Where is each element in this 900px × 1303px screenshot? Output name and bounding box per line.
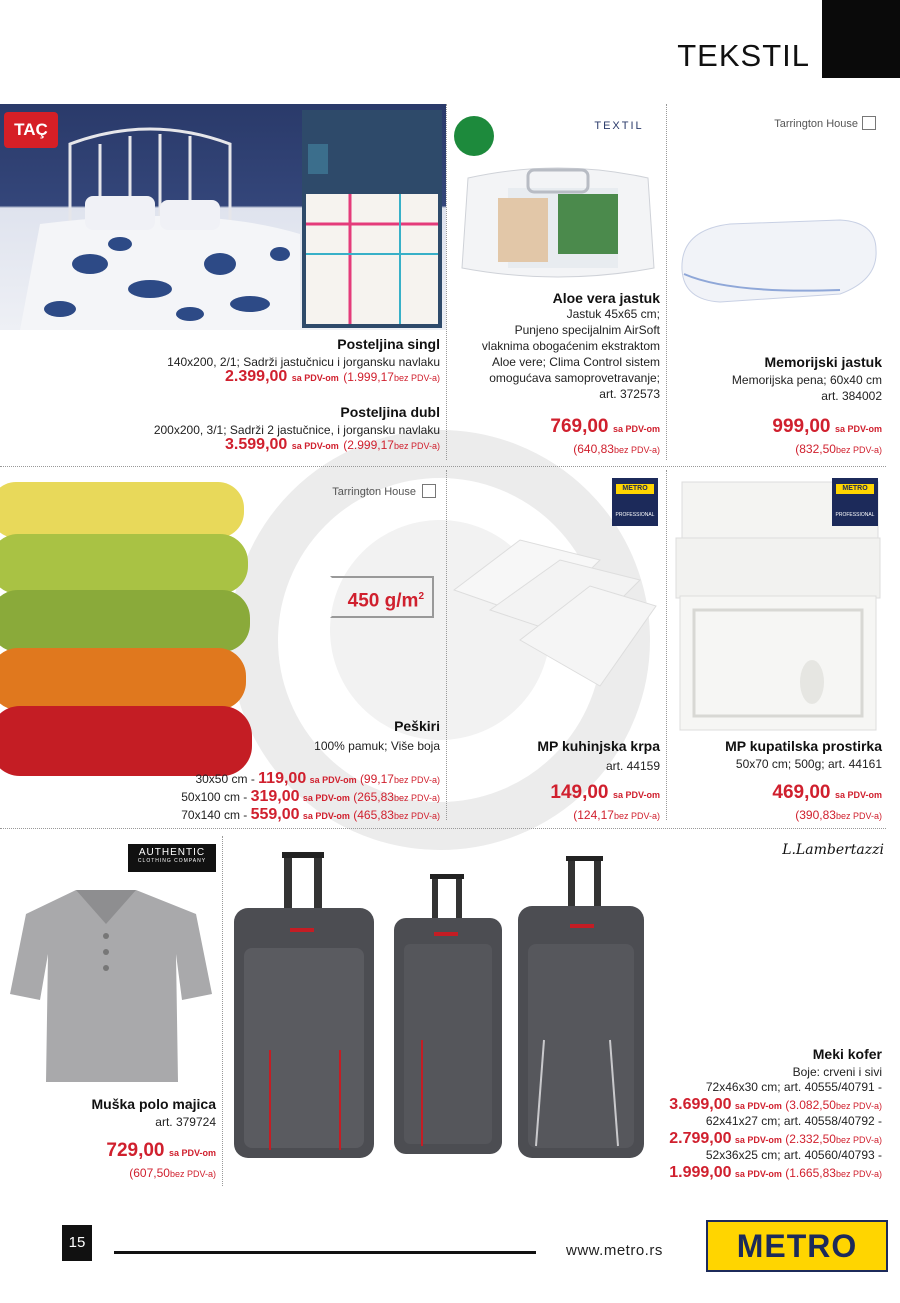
product-desc: 200x200, 3/1; Sadrži 2 jastučnice, i jorgansku navlaku <box>153 423 440 437</box>
product-name: Posteljina dubl <box>340 404 440 420</box>
tac-logo: TAÇ <box>4 112 58 148</box>
product-price: 999,00 sa PDV-om <box>772 416 882 437</box>
metro-professional-badge: METRO PROFESSIONAL <box>832 478 878 526</box>
product-price-net: (607,50bez PDV-a) <box>129 1166 216 1180</box>
product-desc: Boje: crveni i sivi <box>792 1065 882 1079</box>
product-desc: Memorijska pena; 60x40 cm art. 384002 <box>731 373 882 403</box>
authentic-logo: AUTHENTIC CLOTHING COMPANY <box>128 844 216 872</box>
product-name: Memorijski jastuk <box>764 354 882 370</box>
product-desc: art. 379724 <box>155 1115 216 1129</box>
product-name: Peškiri <box>394 718 440 734</box>
product-price: 2.399,00 sa PDV-om (1.999,17bez PDV-a) <box>225 368 440 385</box>
towel-price-row: 50x100 cm - 319,00 sa PDV-om (265,83bez PDV-a) <box>181 788 440 805</box>
product-price: 729,00 sa PDV-om <box>106 1140 216 1161</box>
towel-price-row: 30x50 cm - 119,00 sa PDV-om (99,17bez PDV-a) <box>195 770 440 787</box>
house-icon <box>422 484 436 498</box>
product-desc: 50x70 cm; 500g; art. 44161 <box>735 757 882 771</box>
house-icon <box>862 116 876 130</box>
suitcase-price: 2.799,00 sa PDV-om (2.332,50bez PDV-a) <box>669 1130 882 1147</box>
header-black-tab <box>822 0 900 78</box>
towel-price-row: 70x140 cm - 559,00 sa PDV-om (465,83bez PDV-a) <box>181 806 440 823</box>
metro-logo: METRO <box>706 1220 888 1272</box>
memory-pillow-image <box>670 210 884 310</box>
divider <box>0 828 886 829</box>
aloe-badge-icon <box>454 116 494 156</box>
divider <box>446 104 447 460</box>
product-name: Posteljina singl <box>337 336 440 352</box>
product-desc: 100% pamuk; Više boja <box>314 739 440 753</box>
divider <box>666 470 667 820</box>
suitcase-price: 3.699,00 sa PDV-om (3.082,50bez PDV-a) <box>669 1096 882 1113</box>
metro-professional-badge: METRO PROFESSIONAL <box>612 478 658 526</box>
polo-shirt-image <box>6 884 216 1084</box>
product-name: MP kupatilska prostirka <box>725 738 882 754</box>
product-price-net: (640,83bez PDV-a) <box>573 442 660 456</box>
footer-url[interactable]: www.metro.rs <box>566 1242 663 1259</box>
page-number: 15 <box>62 1225 92 1261</box>
product-name: Muška polo majica <box>91 1096 216 1112</box>
aloe-pillow-image <box>458 158 658 288</box>
product-price: 769,00 sa PDV-om <box>550 416 660 437</box>
divider <box>446 470 447 820</box>
suitcase-price: 1.999,00 sa PDV-om (1.665,83bez PDV-a) <box>669 1164 882 1181</box>
divider <box>666 104 667 460</box>
product-price: 149,00 sa PDV-om <box>550 782 660 803</box>
divider <box>0 466 886 467</box>
footer-rule <box>114 1251 536 1254</box>
suitcase-spec: 72x46x30 cm; art. 40555/40791 - <box>705 1080 882 1094</box>
bedding-image <box>0 104 446 330</box>
divider <box>222 836 223 1186</box>
kitchen-cloth-image <box>450 530 660 690</box>
product-price: 3.599,00 sa PDV-om (2.999,17bez PDV-a) <box>225 436 440 453</box>
product-desc: art. 44159 <box>605 759 660 773</box>
product-price-net: (124,17bez PDV-a) <box>573 808 660 822</box>
lambertazzi-logo: L.Lambertazzi <box>782 842 884 858</box>
page-title: TEKSTIL <box>677 38 810 73</box>
suitcase-spec: 52x36x25 cm; art. 40560/40793 - <box>705 1148 882 1162</box>
weight-badge: 450 $g/m^2$ <box>330 576 434 618</box>
product-name: Meki kofer <box>812 1046 882 1062</box>
product-name: Aloe vera jastuk <box>552 290 660 306</box>
product-price-net: (390,83bez PDV-a) <box>795 808 882 822</box>
tarrington-logo: Tarrington House <box>774 118 858 130</box>
suitcase-spec: 62x41x27 cm; art. 40558/40792 - <box>705 1114 882 1128</box>
product-desc: Jastuk 45x65 cm; Punjeno specijalnim AirSoft vlaknima obogaćenim ekstraktom Aloe vere; Clima Control sistem omogućava samoprovetravanje; art. 372573 <box>481 307 660 401</box>
tarrington-logo: Tarrington House <box>332 486 416 498</box>
product-price: 469,00 sa PDV-om <box>772 782 882 803</box>
product-desc: 140x200, 2/1; Sadrži jastučnicu i jorgansku navlaku <box>167 355 440 369</box>
product-price-net: (832,50bez PDV-a) <box>795 442 882 456</box>
product-name: MP kuhinjska krpa <box>537 738 660 754</box>
textil-logo: TEXTIL <box>594 120 644 132</box>
